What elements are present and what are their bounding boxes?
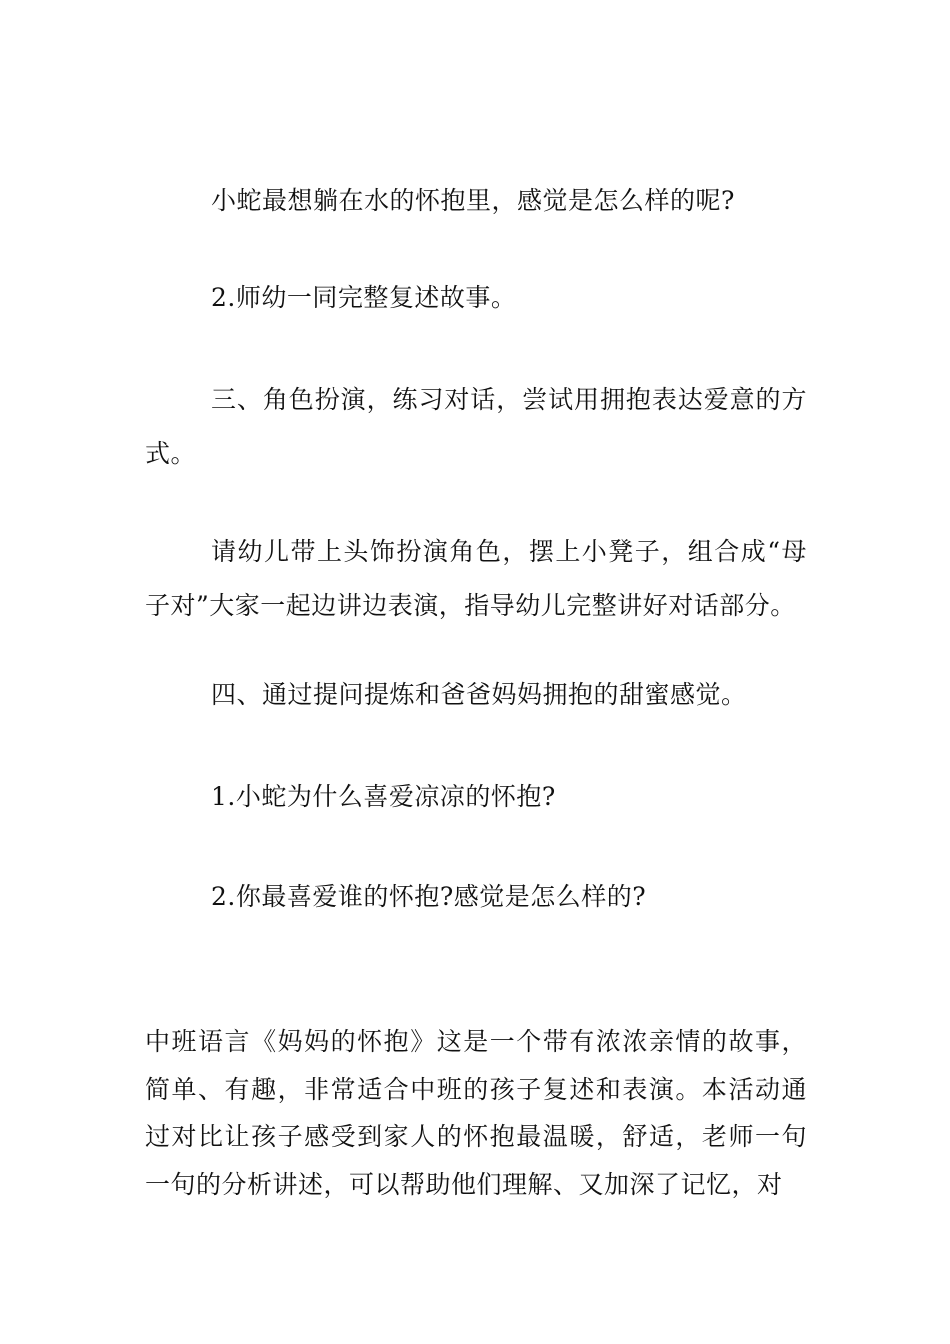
paragraph-reflection: 中班语言《妈妈的怀抱》这是一个带有浓浓亲情的故事，简单、有趣，非常适合中班的孩子复述和表演。本活动通过对比让孩子感受到家人的怀抱最温暖，舒适，老师一句一句的分析讲述，可以帮助他们理解、又加深了记忆，对 [145,1027,807,1199]
paragraph-retell-story: 2.师幼一同完整复述故事。 [211,283,517,312]
paragraph-section-three-heading: 三、角色扮演，练习对话，尝试用拥抱表达爱意的方式。 [145,385,807,468]
paragraph-question-one: 1.小蛇为什么喜爱凉凉的怀抱? [211,782,556,811]
paragraph-section-four-heading: 四、通过提问提炼和爸爸妈妈拥抱的甜蜜感觉。 [211,680,747,709]
paragraph-question-water: 小蛇最想躺在水的怀抱里，感觉是怎么样的呢? [211,186,735,215]
paragraph-role-play: 请幼儿带上头饰扮演角色，摆上小凳子，组合成“母子对”大家一起边讲边表演，指导幼儿完整讲好对话部分。 [145,537,807,620]
paragraph-question-two: 2.你最喜爱谁的怀抱?感觉是怎么样的? [211,882,647,911]
